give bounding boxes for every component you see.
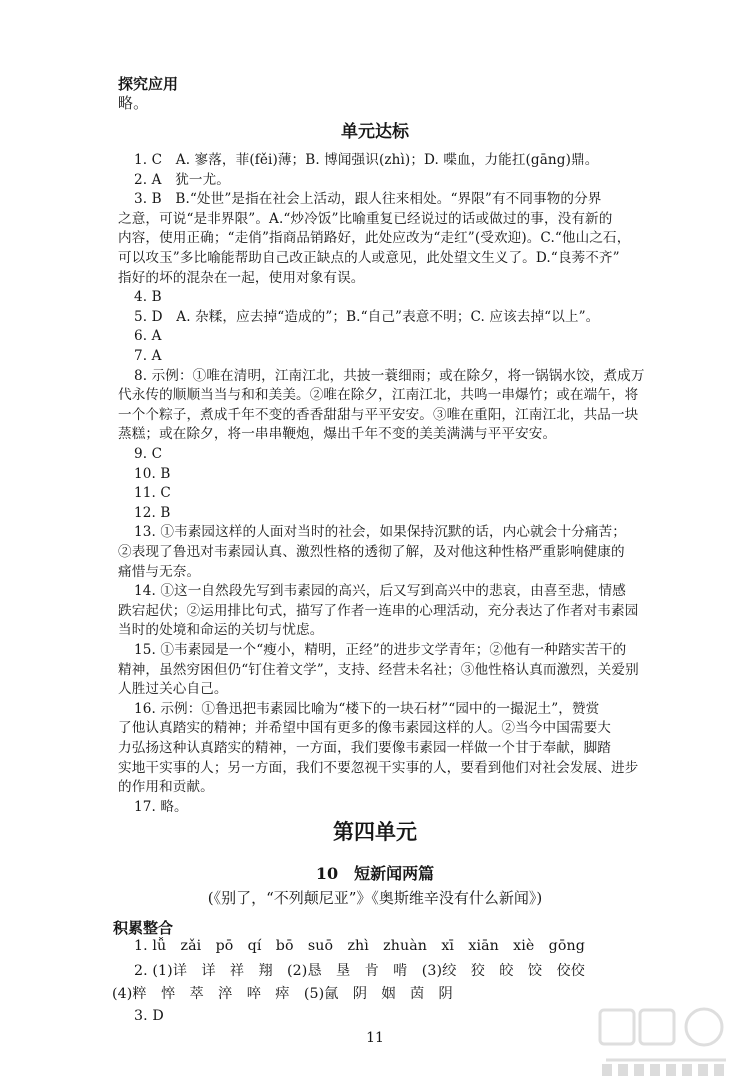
accumulation-line: 1. lǚ zǎi pō qí bō suō zhì zhuàn xī xiān xiè gōng [134, 938, 585, 954]
section-unit-test-title: 单元达标 [341, 122, 409, 142]
answer-line: 12. B [134, 504, 171, 521]
page-number: 11 [366, 1030, 384, 1046]
answer-line: 指好的坏的混杂在一起，使用对象有误。 [118, 269, 365, 286]
answer-line: 精神，虽然穷困但仍“钉住着文学”，支持、经营未名社；③他性格认真而激烈，关爱别 [118, 661, 639, 678]
answer-line: 当时的处境和命运的关切与忧虑。 [118, 622, 324, 639]
answer-line: 1. C A. 寥落，菲(fěi)薄；B. 博闻强识(zhì)；D. 喋血，力能扛(gāng)鼎。 [134, 152, 599, 168]
answer-line: 9. C [134, 446, 163, 462]
answer-line: 内容，使用正确；“走俏”指商品销路好，此处应改为“走红”(受欢迎)。C.“他山之石， [118, 230, 631, 247]
answer-line: ②表现了鲁迅对韦素园认真、激烈性格的透彻了解，及对他这种性格严重影响健康的 [118, 544, 625, 560]
unit4-title: 第四单元 [333, 819, 417, 844]
answer-line: 蒸糕；或在除夕，将一串串鞭炮，爆出千年不变的美美满满与平平安安。 [118, 426, 557, 443]
answer-line: 16. 示例：①鲁迅把韦素园比喻为“楼下的一块石材”“园中的一撮泥土”，赞赏 [134, 700, 600, 717]
section-explore-title: 探究应用 [118, 75, 179, 93]
answer-line: 13. ①韦素园这样的人面对当时的社会，如果保持沉默的话，内心就会十分痛苦； [134, 524, 626, 541]
accumulation-line: 3. D [134, 1008, 164, 1024]
answer-line: 3. B B.“处世”是指在社会上活动，跟人往来相处。“界限”有不同事物的分界 [134, 191, 602, 208]
lesson-title: 10 短新闻两篇 [315, 864, 435, 883]
answer-line: 实地干实事的人；另一方面，我们不要忽视干实事的人，要看到他们对社会发展、进步 [118, 759, 639, 776]
answer-line: 可以攻玉”多比喻能帮助自己改正缺点的人或意见，此处望文生义了。D.“良莠不齐” [118, 250, 620, 266]
answer-line: 代永传的顺顺当当与和和美美。②唯在除夕，江南江北，共鸣一串爆竹；或在端午，将 [118, 387, 639, 404]
answer-line: 10. B [134, 465, 171, 482]
answer-line: 力弘扬这种认真踏实的精神，一方面，我们要像韦素园一样做一个甘于奉献，脚踏 [118, 740, 611, 756]
lesson-subtitle: (《别了，“不列颠尼亚”》《奥斯维辛没有什么新闻》) [207, 889, 543, 907]
accumulation-line: (4)粹 悴 萃 淬 啐 瘁 (5)氤 阴 姻 茵 阴 [112, 986, 453, 1002]
answer-line: 一个个粽子，煮成千年不变的香香甜甜与平平安安。③唯在重阳，江南江北，共品一块 [118, 406, 639, 423]
watermark-logo-icon [592, 1004, 742, 1084]
answer-line: 之意，可说“是非界限”。A.“炒冷饭”比喻重复已经说过的话或做过的事，没有新的 [118, 210, 613, 227]
section-explore-text: 略。 [118, 94, 149, 112]
answer-line: 5. D A. 杂糅，应去掉“造成的”；B.“自己”表意不明；C. 应该去掉“以上”。 [134, 308, 600, 325]
answer-line: 11. C [134, 485, 171, 502]
answer-line: 4. B [134, 289, 162, 306]
answer-line: 14. ①这一自然段先写到韦素园的高兴，后又写到高兴中的悲哀，由喜至悲，情感 [134, 583, 626, 600]
answer-line: 痛惜与无奈。 [118, 563, 201, 580]
answer-line: 6. A [134, 328, 162, 345]
answer-line: 2. A 犹一尤。 [134, 171, 230, 188]
answer-line: 人胜过关心自己。 [118, 681, 228, 698]
answer-line: 的作用和贡献。 [118, 779, 214, 796]
answer-line: 8. 示例：①唯在清明，江南江北，共披一蓑细雨；或在除夕，将一锅锅水饺，煮成万 [134, 367, 645, 384]
answer-line: 17. 略。 [134, 798, 188, 815]
answer-line: 15. ①韦素园是一个“瘦小，精明，正经”的进步文学青年；②他有一种踏实苦干的 [134, 642, 627, 658]
accumulation-line: 2. (1)详 详 祥 翔 (2)恳 垦 肯 啃 (3)绞 狡 皎 饺 佼佼 [134, 963, 586, 979]
answer-line: 跌宕起伏；②运用排比句式，描写了作者一连串的心理活动，充分表达了作者对韦素园 [118, 602, 639, 619]
accumulation-title: 积累整合 [113, 919, 174, 937]
answer-line: 了他认真踏实的精神；并希望中国有更多的像韦素园这样的人。②当今中国需要大 [118, 720, 611, 737]
answer-line: 7. A [134, 348, 162, 364]
